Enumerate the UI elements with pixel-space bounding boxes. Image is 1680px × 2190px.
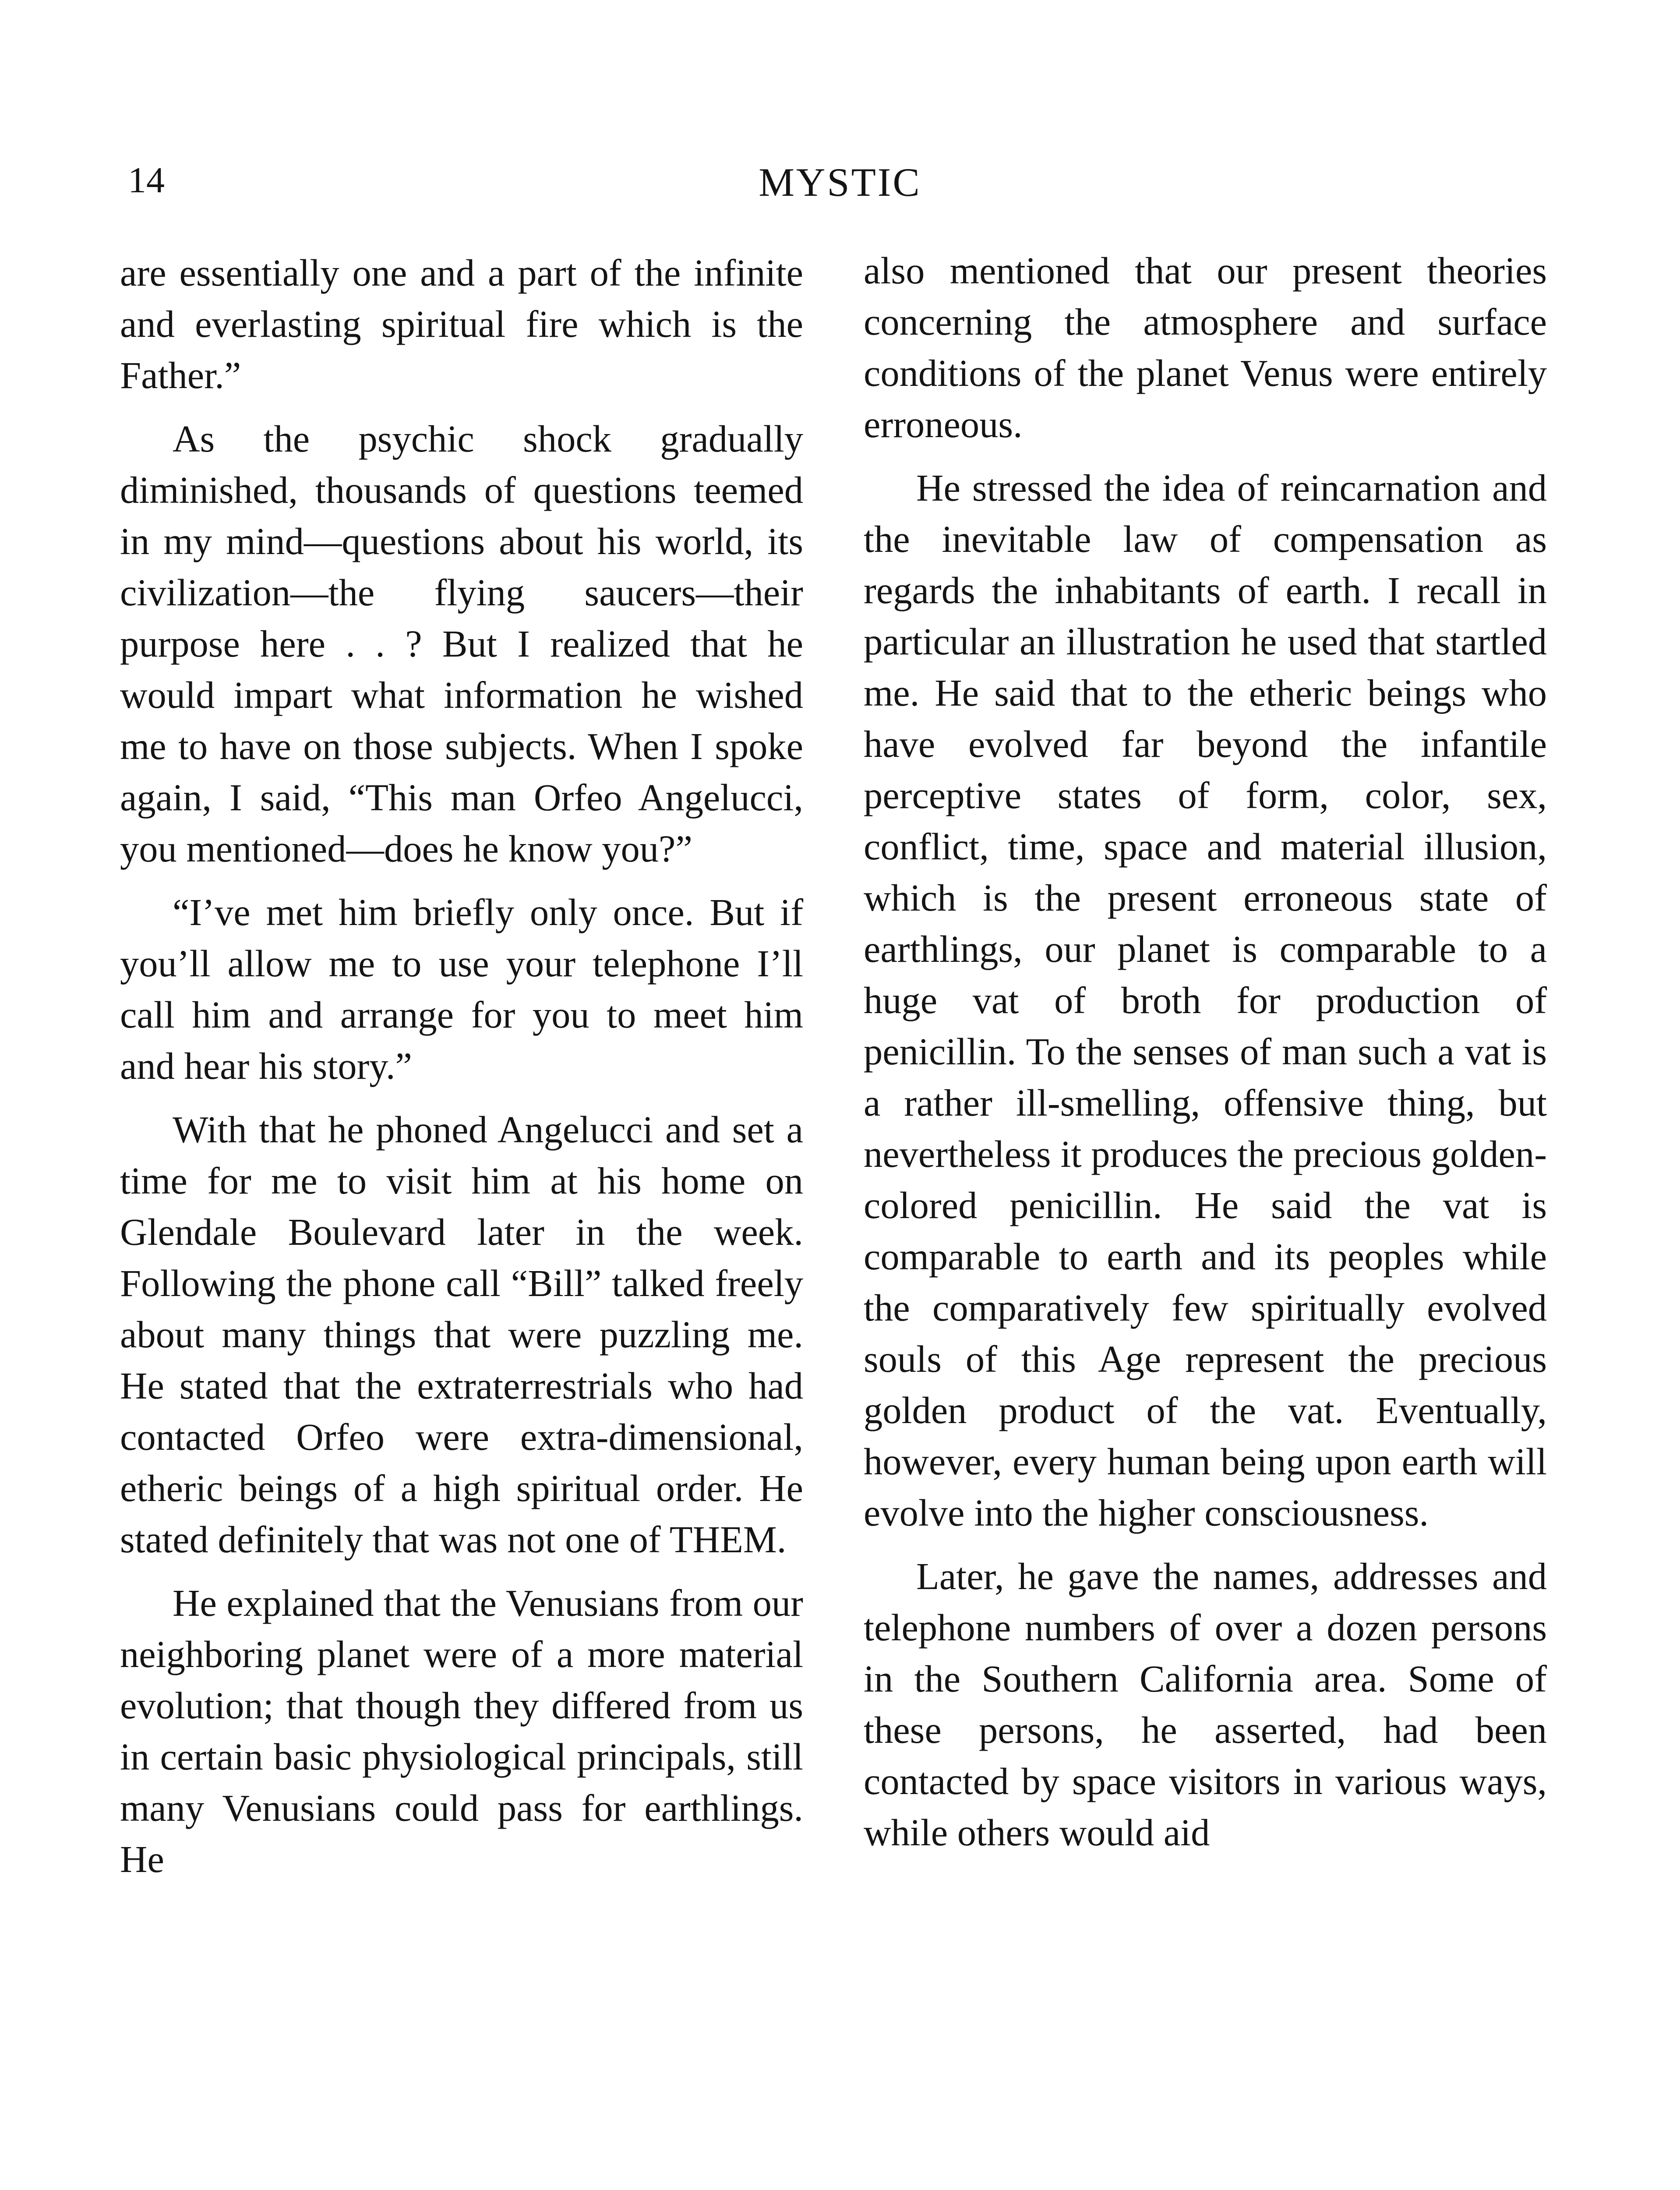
paragraph: As the psychic shock gradually diminished, thousands of questions teemed in my mind—questions about his world, its civilization—the flying saucers—their purpose here . . ? But I realized that he would impart what information he wished me to have on those subjects. When I spoke again, I said, “This man Orfeo Angelucci, you mentioned—does he know you?” [120, 418, 803, 870]
paragraph: “I’ve met him briefly only once. But if you’ll allow me to use your telephone I’ll call him and arrange for you to meet him and hear his story.” [120, 891, 803, 1087]
right-column [864, 245, 1547, 1858]
paragraph: Later, he gave the names, addresses and telephone numbers of over a dozen persons in the Southern California area. Some of these persons, he asserted, had been contacted by space visitors in various ways, while others would aid [864, 1555, 1547, 1854]
paragraph: He stressed the idea of reincarnation and the inevitable law of compensation as regards the inhabitants of earth. I recall in particular an illustration he used that startled me. He said that to the etheric beings who have evolved far beyond the infantile perceptive states of form, color, sex, conflict, time, space and material illusion, which is the present erroneous state of earthlings, our planet is comparable to a huge vat of broth for production of penicillin. To the senses of man such a vat is a rather ill-smelling, offensive thing, but nevertheless it produces the precious golden-colored penicillin. He said the vat is comparable to earth and its peoples while the comparatively few spiritually evolved souls of this Age represent the precious golden product of the vat. Eventually, however, every human being upon earth will evolve into the higher consciousness. [864, 467, 1547, 1534]
page-number: 14 [128, 160, 165, 201]
paragraph: With that he phoned Angelucci and set a time for me to visit him at his home on Glendale Boulevard later in the week. Following the phone call “Bill” talked freely about many things that were puzzling me. He stated that the extraterrestrials who had contacted Orfeo were extra-dimensional, etheric beings of a high spiritual order. He stated definitely that was not one of THEM. [120, 1109, 803, 1561]
paragraph: are essentially one and a part of the infinite and everlasting spiritual fire which is the Father.” [120, 252, 803, 396]
paragraph: He explained that the Venusians from our neighboring planet were of a more material evolution; that though they differed from us in certain basic physiological principals, still many Venusians could pass for earthlings. He [120, 1582, 803, 1880]
left-column [120, 247, 803, 1885]
running-title: MYSTIC [759, 160, 921, 205]
paragraph: also mentioned that our present theories concerning the atmosphere and surface conditions of the planet Venus were entirely erroneous. [864, 250, 1547, 445]
